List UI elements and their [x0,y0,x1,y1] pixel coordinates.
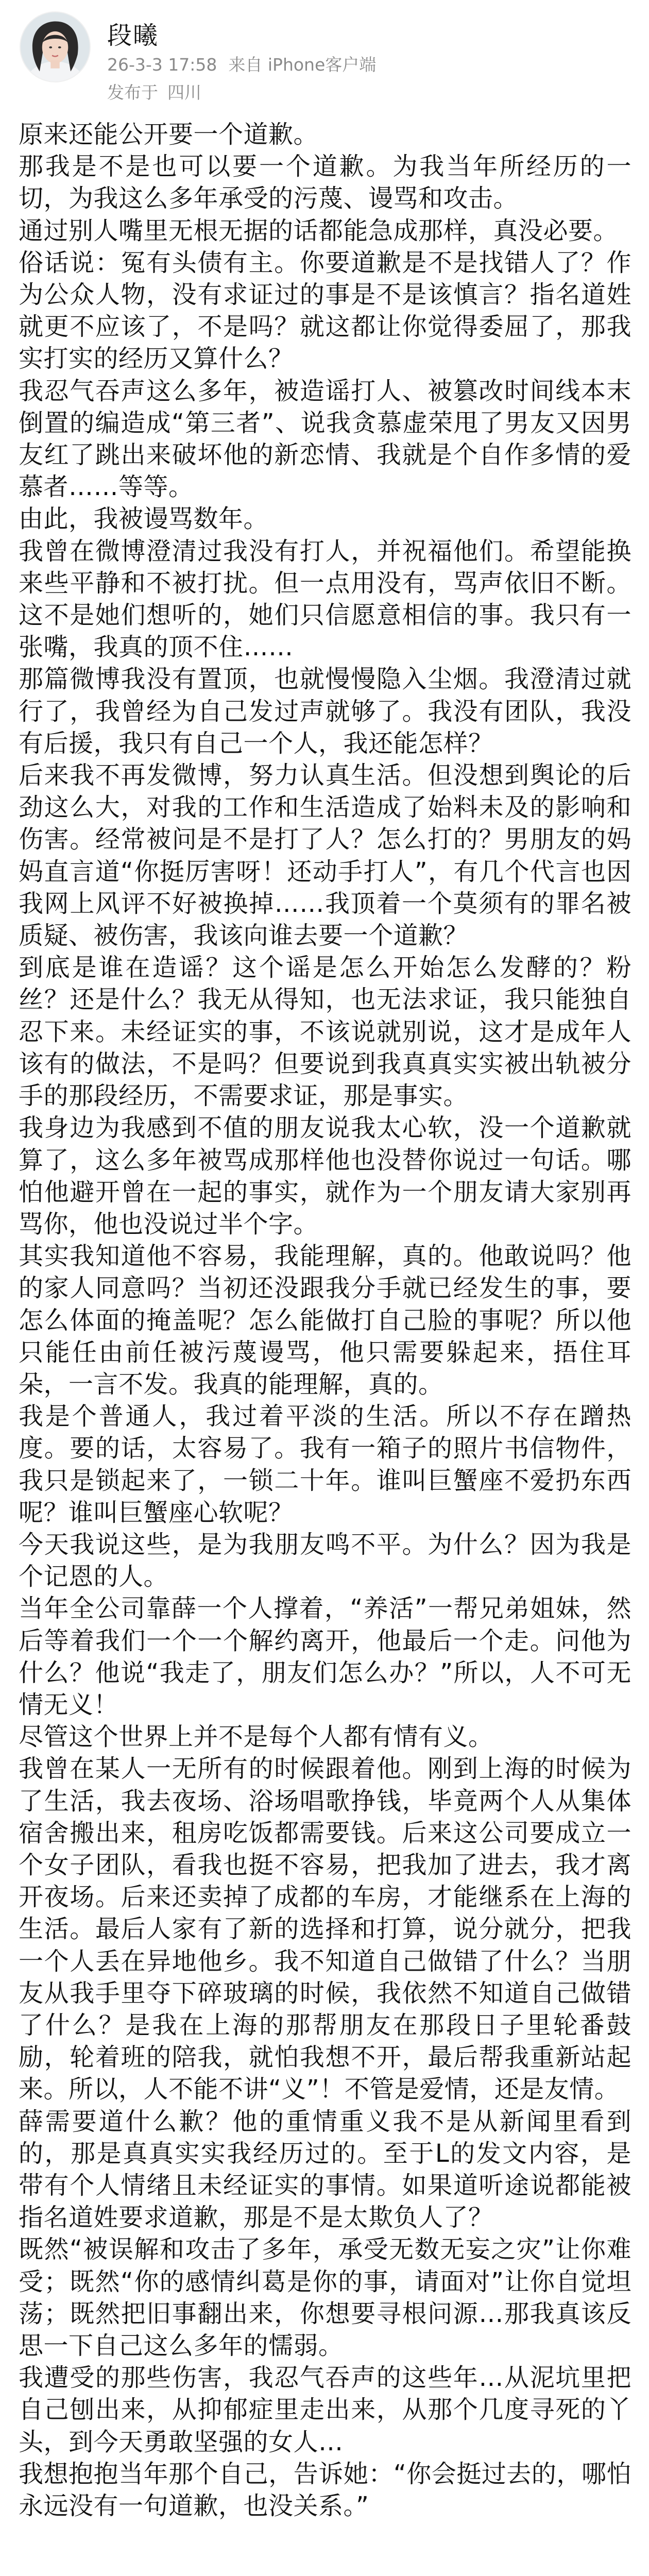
location-value: 四川 [167,82,201,103]
paragraph: 当年全公司靠薛一个人撑着，“养活”一帮兄弟姐妹，然后等着我们一个一个解约离开，他最后一个走。问他为什么？他说“我走了，朋友们怎么办？”所以，人不可无情无义！ [19,1594,631,1719]
paragraph: 薛需要道什么歉？他的重情重义我不是从新闻里看到的，那是真真实实我经历过的。至于L的发文内容，是带有个人情绪且未经证实的事情。如果道听途说都能被指名道姓要求道歉，那是不是太欺负人了？ [19,2107,631,2232]
paragraph: 通过别人嘴里无根无据的话都能急成那样，真没必要。 [19,216,619,245]
paragraph: 尽管这个世界上并不是每个人都有情有义。 [19,1722,493,1752]
paragraph: 我忍气吞声这么多年，被造谣打人、被篡改时间线本末倒置的编造成“第三者”、说我贪慕虚荣甩了男友又因男友红了跳出来破坏他的新恋情、我就是个自作多情的爱慕者……等等。 [19,376,631,502]
paragraph: 我身边为我感到不值的朋友说我太心软，没一个道歉就算了，这么多年被骂成那样他也没替你说过一句话。哪怕他避开曾在一起的事实，就作为一个朋友请大家别再骂你，他也没说过半个字。 [19,1113,631,1239]
author-name[interactable]: 段曦 [107,21,159,50]
paragraph: 由此，我被谩骂数年。 [19,504,269,534]
paragraph: 后来我不再发微博，努力认真生活。但没想到舆论的后劲这么大，对我的工作和生活造成了始料未及的影响和伤害。经常被问是不是打了人？怎么打的？男朋友的妈妈直言道“你挺厉害呀！还动手打人”，有几个代言也因我网上风评不好被换掉……我顶着一个莫须有的罪名被质疑、被伤害，我该向谁去要一个道歉？ [19,761,631,951]
paragraph: 俗话说：冤有头债有主。你要道歉是不是找错人了？作为公众人物，没有求证过的事是不是该慎言？指名道姓就更不应该了，不是吗？就这都让你觉得委屈了，那我实打实的经历又算什么？ [19,248,631,374]
paragraph: 我遭受的那些伤害，我忍气吞声的这些年…从泥坑里把自己刨出来，从抑郁症里走出来，从那个几度寻死的丫头，到今天勇敢坚强的女人… [19,2363,631,2456]
paragraph: 我曾在某人一无所有的时候跟着他。刚到上海的时候为了生活，我去夜场、浴场唱歌挣钱，毕竟两个人从集体宿舍搬出来，租房吃饭都需要钱。后来这公司要成立一个女子团队，看我也挺不容易，把我加了进去，我才离开夜场。后来还卖掉了成都的车房，才能继系在上海的生活。最后人家有了新的选择和打算，说分就分，把我一个人丢在异地他乡。我不知道自己做错了什么？当朋友从我手里夺下碎玻璃的时候，我依然不知道自己做错了什么？是我在上海的那帮朋友在那段日子里轮番鼓励，轮着班的陪我，就怕我想不开，最后帮我重新站起来。所以，人不能不讲“义”！不管是爱情，还是友情。 [19,1754,631,2104]
paragraph: 那篇微博我没有置顶，也就慢慢隐入尘烟。我澄清过就行了，我曾经为自己发过声就够了。我没有团队，我没有后援，我只有自己一个人，我还能怎样？ [19,665,631,758]
paragraph: 我曾在微博澄清过我没有打人，并祝福他们。希望能换来些平静和不被打扰。但一点用没有，骂声依旧不断。这不是她们想听的，她们只信愿意相信的事。我只有一张嘴，我真的顶不住…… [19,536,631,662]
author-avatar[interactable] [20,11,91,82]
post-meta [107,52,387,76]
paragraph: 既然“被误解和攻击了多年，承受无数无妄之灾”让你难受；既然“你的感情纠葛是你的事，请面对”让你自觉坦荡；既然把旧事翻出来，你想要寻根问源…那我真该反思一下自己这么多年的懦弱。 [19,2235,631,2361]
paragraph: 那我是不是也可以要一个道歉。为我当年所经历的一切，为我这么多年承受的污蔑、谩骂和攻击。 [19,152,631,213]
paragraph: 到底是谁在造谣？这个谣是怎么开始怎么发酵的？粉丝？还是什么？我无从得知，也无法求证，我只能独自忍下来。未经证实的事，不该说就别说，这才是成年人该有的做法，不是吗？但要说到我真真实实被出轨被分手的那段经历，不需要求证，那是事实。 [19,953,631,1111]
location-label: 发布于 [107,82,158,103]
post-source: 来自 iPhone客户端 [228,55,377,75]
post-header [0,0,649,117]
post-body [19,118,631,2522]
post-timestamp: 26-3-3 17:58 [107,55,217,75]
paragraph: 原来还能公开要一个道歉。 [19,120,319,149]
paragraph: 我想抱抱当年那个自己，告诉她：“你会挺过去的，哪怕永远没有一句道歉，也没关系。” [19,2459,631,2521]
post-location [107,79,211,104]
paragraph: 我是个普通人，我过着平淡的生活。所以不存在蹭热度。要的话，太容易了。我有一箱子的照片书信物件，我只是锁起来了，一锁二十年。谁叫巨蟹座不爱扔东西呢？谁叫巨蟹座心软呢？ [19,1402,631,1527]
paragraph: 其实我知道他不容易，我能理解，真的。他敢说吗？他的家人同意吗？当初还没跟我分手就已经发生的事，要怎么体面的掩盖呢？怎么能做打自己脸的事呢？所以他只能任由前任被污蔑谩骂，他只需要躲起来，捂住耳朵，一言不发。我真的能理解，真的。 [19,1242,631,1399]
paragraph: 今天我说这些，是为我朋友鸣不平。为什么？因为我是个记恩的人。 [19,1530,631,1591]
avatar-portrait-icon [21,12,90,81]
